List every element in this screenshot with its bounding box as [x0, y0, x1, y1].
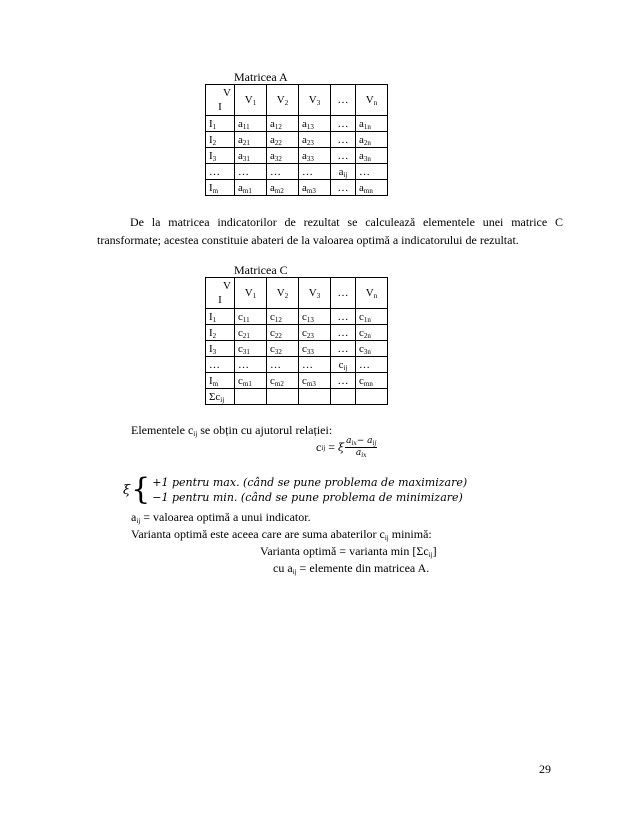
matrix-a-cell-text: a: [238, 181, 243, 194]
matrix-c-header-3: [331, 278, 356, 309]
cases-brace: {: [131, 472, 151, 507]
matrix-c-row-label-text: I: [209, 310, 213, 323]
fraction-numerator: [345, 436, 377, 448]
matrix-c-cell-text: c: [359, 374, 364, 387]
matrix-a-cell-text: a: [302, 181, 307, 194]
matrix-c-row-label: [206, 357, 235, 373]
matrix-a-cell-text: a: [238, 133, 243, 146]
formula-intro-pre: Elementele c: [131, 423, 194, 437]
matrix-c-header-sub: 3: [316, 292, 321, 300]
matrix-c-header-sub: 1: [252, 292, 257, 300]
matrix-a-row-label: [206, 132, 235, 148]
matrix-c-cell-text: c: [359, 310, 364, 323]
formula-intro: [131, 423, 332, 438]
varianta-sentence: [131, 527, 432, 542]
matrix-a-cell-sub: 1n: [363, 122, 371, 131]
matrix-c-row-label: [206, 341, 235, 357]
matrix-c-cell-sub: m2: [274, 379, 284, 388]
matrix-a-cell: [235, 132, 267, 148]
matrix-a-cell-text: a: [338, 165, 344, 178]
matrix-a-header-2: [299, 85, 331, 116]
matrix-c-header-sub: 2: [284, 292, 289, 300]
cases-xi: ξ: [123, 482, 131, 498]
matrix-a-cell-text: …: [337, 117, 349, 130]
matrix-a-cell-sub: 12: [274, 122, 282, 131]
matrix-a-cell: [299, 116, 331, 132]
matrix-c-cell-text: c: [359, 342, 364, 355]
matrix-c-cell-text: c: [338, 358, 344, 371]
matrix-c-cell: [331, 373, 356, 389]
matrix-c-row-label: [206, 373, 235, 389]
varianta-equation: [260, 544, 437, 559]
matrix-a-cell-sub: 22: [274, 138, 282, 147]
matrix-c-cell-text: c: [302, 374, 307, 387]
matrix-a-cell-text: …: [337, 149, 349, 162]
matrix-a-cell-text: a: [270, 181, 275, 194]
matrix-a-row: [206, 164, 388, 180]
matrix-a-cell-text: a: [302, 117, 307, 130]
matrix-c-cell: [299, 389, 331, 405]
corner-i: I: [218, 294, 222, 306]
matrix-a-cell: [356, 132, 388, 148]
matrix-c-cell: [356, 309, 388, 325]
matrix-a-cell-text: a: [302, 149, 307, 162]
matrix-c-row-label-sub: 3: [212, 347, 217, 356]
matrix-a-cell-text: a: [359, 117, 364, 130]
matrix-c-cell: [235, 341, 267, 357]
matrix-c-row: [206, 309, 388, 325]
matrix-a-cell: [267, 132, 299, 148]
matrix-a-cell-text: a: [238, 117, 243, 130]
matrix-c-cell-sub: mn: [363, 379, 373, 388]
matrix-c-cell-sub: m3: [306, 379, 316, 388]
num-sub2: ij: [372, 440, 377, 447]
paragraph-matrix-c-intro: De la matricea indicatorilor de rezultat se calculează elementele unei matrice C transformate; acestea constituie abateri de la valoarea optimă a indicatorului de rezultat.: [97, 215, 563, 247]
matrix-c-cell-text: c: [270, 310, 275, 323]
matrix-a-row-label-text: I: [209, 181, 213, 194]
matrix-c-cell-sub: 31: [242, 347, 250, 356]
matrix-a-cell: [356, 164, 388, 180]
matrix-a-cell: [299, 164, 331, 180]
matrix-a-cell: [235, 164, 267, 180]
matrix-a-cell-text: …: [302, 165, 313, 178]
matrix-a-cell: [299, 132, 331, 148]
matrix-a-row: [206, 116, 388, 132]
vareq-pre: Varianta optimă = varianta min [Σc: [260, 544, 429, 558]
matrix-c-cell: [299, 341, 331, 357]
matrix-a-cell-text: a: [359, 149, 364, 162]
matrix-a-cell-text: a: [359, 133, 364, 146]
matrix-a-header-0: [235, 85, 267, 116]
matrix-c-cell-sub: 32: [274, 347, 282, 356]
matrix-a-cell-sub: mn: [363, 186, 373, 195]
cases-line-min: −1 pentru min. (când se pune problema de minimizare): [152, 491, 463, 504]
matrix-c-cell: [299, 357, 331, 373]
matrix-a-cell: [356, 148, 388, 164]
matrix-a-cell-sub: ij: [343, 170, 348, 179]
matrix-a-cell-text: a: [302, 133, 307, 146]
matrix-c-row: [206, 341, 388, 357]
corner-i: I: [218, 101, 222, 113]
formula-xi: ξ: [338, 441, 345, 454]
matrix-a-cell-text: …: [337, 181, 349, 194]
matrix-a-header-sub: 2: [284, 99, 289, 107]
matrix-c-cell-text: c: [238, 326, 243, 339]
matrix-c-cell: [299, 309, 331, 325]
matrix-c-cell: [356, 357, 388, 373]
matrix-a-cell-text: …: [238, 165, 249, 178]
def-pre: a: [131, 510, 137, 524]
matrix-c-cell-text: c: [238, 310, 243, 323]
matrix-a-header-1: [267, 85, 299, 116]
matrix-c-cell: [331, 357, 356, 373]
matrix-a-row-label-sub: 2: [212, 138, 217, 147]
matrix-a-cell-sub: 32: [274, 154, 282, 163]
matrix-a-cell-text: …: [270, 165, 281, 178]
matrix-c-cell-sub: ij: [343, 363, 348, 372]
matrix-c-cell-text: …: [337, 374, 349, 387]
matrix-a-cell-sub: m2: [274, 186, 284, 195]
var-pre: Varianta optimă este aceea care are suma abaterilor c: [131, 527, 385, 541]
matrix-c-cell: [356, 373, 388, 389]
matrix-c-header-4: [356, 278, 388, 309]
matrix-a-cell-sub: m1: [242, 186, 252, 195]
corner-v: V: [223, 87, 231, 99]
matrix-c-cell-text: c: [302, 342, 307, 355]
matrix-c-cell-sub: 22: [274, 331, 282, 340]
matrix-a-row-label-text: …: [209, 165, 220, 178]
matrix-a-table: [205, 84, 388, 196]
def-sub: ij: [136, 517, 141, 525]
matrix-a-cell: [299, 180, 331, 196]
matrix-c-header-text: V: [244, 287, 253, 299]
matrix-c-cell: [235, 373, 267, 389]
matrix-c-cell: [356, 325, 388, 341]
matrix-c-cell: [235, 325, 267, 341]
matrix-c-row-label-text: I: [209, 374, 213, 387]
matrix-a-corner: [206, 85, 235, 116]
matrix-a-cell: [235, 180, 267, 196]
matrix-c-row-label-sub: ij: [220, 395, 225, 404]
matrix-a-cell: [331, 180, 356, 196]
formula-intro-sub: ij: [193, 430, 198, 438]
matrix-a-row-label-sub: m: [212, 186, 219, 195]
cu-post: = elemente din matricea A.: [296, 561, 430, 575]
matrix-a-cell: [299, 148, 331, 164]
matrix-c-cell: [267, 373, 299, 389]
matrix-c-cell: [299, 373, 331, 389]
matrix-c-row-label-text: …: [209, 358, 220, 371]
matrix-c-cell: [267, 389, 299, 405]
matrix-a-cell-sub: 11: [242, 122, 250, 131]
matrix-a-cell: [235, 116, 267, 132]
matrix-c-cell: [235, 357, 267, 373]
matrix-c-cell-text: …: [337, 326, 349, 339]
xi-cases: [123, 472, 468, 507]
matrix-c-corner: [206, 278, 235, 309]
matrix-c-row-label-text: I: [209, 326, 213, 339]
matrix-a-cell-sub: m3: [306, 186, 316, 195]
matrix-a-cell: [331, 132, 356, 148]
matrix-a-cell: [267, 148, 299, 164]
matrix-a-header-text: …: [337, 94, 349, 106]
cu-sub: ij: [292, 568, 297, 576]
fraction-denominator: [356, 448, 367, 459]
matrix-c-header-text: V: [365, 287, 374, 299]
matrix-c-cell: [356, 341, 388, 357]
matrix-a-row-label: [206, 148, 235, 164]
matrix-a-cell-text: a: [359, 181, 364, 194]
matrix-c-cell-text: c: [302, 310, 307, 323]
matrix-c-cell-text: …: [270, 358, 281, 371]
matrix-c-cell: [267, 341, 299, 357]
matrix-c-cell: [267, 309, 299, 325]
def-post: = valoarea optimă a unui indicator.: [140, 510, 311, 524]
var-sub: ij: [384, 534, 389, 542]
matrix-a-header-text: V: [365, 94, 374, 106]
matrix-c-cell-sub: 2n: [363, 331, 371, 340]
matrix-c-cell-text: c: [238, 342, 243, 355]
matrix-c-header-text: V: [308, 287, 317, 299]
var-post: minimă:: [388, 527, 432, 541]
matrix-c-cell-text: c: [302, 326, 307, 339]
matrix-c-cell-text: …: [337, 310, 349, 323]
matrix-a-cell: [235, 148, 267, 164]
num-sub1: ix: [351, 440, 357, 447]
matrix-c-row-label: [206, 389, 235, 405]
matrix-a-cell-sub: 31: [242, 154, 250, 163]
matrix-a-header-text: V: [276, 94, 285, 106]
matrix-a-cell: [356, 180, 388, 196]
matrix-a-cell-sub: 23: [306, 138, 314, 147]
matrix-c-cell-text: …: [337, 342, 349, 355]
matrix-c-cell-sub: 11: [242, 315, 250, 324]
matrix-a-cell-text: a: [270, 117, 275, 130]
matrix-a-cell-sub: 33: [306, 154, 314, 163]
matrix-a-cell: [331, 164, 356, 180]
matrix-c-cell-sub: 12: [274, 315, 282, 324]
den-a: a: [355, 448, 362, 458]
matrix-c-cell-text: …: [302, 358, 313, 371]
num-a: a: [346, 436, 352, 446]
page-number: 29: [539, 762, 551, 776]
matrix-c-cell-sub: 1n: [363, 315, 371, 324]
matrix-c-cell: [299, 325, 331, 341]
formula-fraction: [345, 436, 377, 459]
matrix-c-cell-sub: 33: [306, 347, 314, 356]
matrix-a-row: [206, 148, 388, 164]
matrix-a-row-label-sub: 1: [212, 122, 217, 131]
matrix-a-cell: [331, 148, 356, 164]
vareq-post: ]: [432, 544, 437, 558]
cu-aij-line: [273, 561, 429, 576]
cu-pre: cu a: [273, 561, 293, 575]
corner-v: V: [223, 280, 231, 292]
matrix-a-header-sub: n: [373, 99, 378, 107]
vareq-sub: ij: [428, 551, 433, 559]
matrix-a-cell-text: …: [359, 165, 370, 178]
matrix-c-row-label-text: I: [209, 342, 213, 355]
matrix-a-cell-sub: 13: [306, 122, 314, 131]
matrix-c-cell: [331, 309, 356, 325]
matrix-c-row-label-sub: 2: [212, 331, 217, 340]
formula-intro-post: se obțin cu ajutorul relației:: [197, 423, 333, 437]
matrix-c-row: [206, 357, 388, 373]
formula-lhs: c: [316, 440, 322, 454]
matrix-c-cell: [267, 325, 299, 341]
matrix-c-caption: Matricea C: [234, 263, 288, 277]
matrix-a-header-text: V: [244, 94, 253, 106]
matrix-c-cell-sub: m1: [242, 379, 252, 388]
matrix-c-cell-sub: 13: [306, 315, 314, 324]
matrix-c-header-2: [299, 278, 331, 309]
matrix-c-cell-text: c: [238, 374, 243, 387]
matrix-a-cell-text: a: [270, 133, 275, 146]
matrix-c-row: [206, 373, 388, 389]
matrix-c-row-label-text: Σc: [209, 390, 221, 403]
matrix-c-cell-text: c: [359, 326, 364, 339]
matrix-c-cell-text: c: [270, 326, 275, 339]
matrix-c-row: [206, 325, 388, 341]
den-sub: ix: [361, 452, 367, 459]
matrix-a-cell-text: a: [238, 149, 243, 162]
cases-line-max: +1 pentru max. (când se pune problema de maximizare): [152, 476, 468, 489]
matrix-c-header-0: [235, 278, 267, 309]
matrix-c-header-sub: n: [373, 292, 378, 300]
matrix-c-row-label-sub: m: [212, 379, 219, 388]
matrix-c-cell-sub: 21: [242, 331, 250, 340]
matrix-c-cell-text: c: [270, 342, 275, 355]
matrix-c-row-label: [206, 309, 235, 325]
matrix-c-cell-sub: 23: [306, 331, 314, 340]
matrix-c-table: [205, 277, 388, 405]
matrix-a-row-label: [206, 116, 235, 132]
matrix-a-cell: [331, 116, 356, 132]
matrix-c-cell: [235, 309, 267, 325]
matrix-a-cell: [267, 116, 299, 132]
matrix-a-row-label-text: I: [209, 117, 213, 130]
matrix-a-cell-sub: 2n: [363, 138, 371, 147]
matrix-a-header-sub: 3: [316, 99, 321, 107]
matrix-a-row-label-text: I: [209, 149, 213, 162]
matrix-a-row: [206, 180, 388, 196]
matrix-c-header-text: …: [337, 287, 349, 299]
matrix-c-cell-text: …: [238, 358, 249, 371]
matrix-a-row-label: [206, 164, 235, 180]
matrix-a-row: [206, 132, 388, 148]
num-minus: − a: [356, 436, 373, 446]
matrix-a-header-sub: 1: [252, 99, 257, 107]
matrix-a-header-4: [356, 85, 388, 116]
formula-cij: c ij = ξ $a_{ix}- a_{ij}$ $a_{ix}$: [316, 436, 377, 459]
matrix-c-row: [206, 389, 388, 405]
matrix-c-cell-text: c: [270, 374, 275, 387]
matrix-a-cell-sub: 3n: [363, 154, 371, 163]
formula-eq: =: [325, 440, 338, 454]
cases-lines: [152, 475, 467, 505]
matrix-a-cell-text: a: [270, 149, 275, 162]
matrix-a-cell-sub: 21: [242, 138, 250, 147]
matrix-a-row-label-sub: 3: [212, 154, 217, 163]
matrix-c-row-label: [206, 325, 235, 341]
matrix-c-cell: [356, 389, 388, 405]
matrix-c-row-label-sub: 1: [212, 315, 217, 324]
matrix-c-cell: [267, 357, 299, 373]
matrix-a-header-3: [331, 85, 356, 116]
matrix-c-cell: [331, 341, 356, 357]
matrix-a-cell-text: …: [337, 133, 349, 146]
matrix-a-cell: [356, 116, 388, 132]
matrix-a-cell: [267, 164, 299, 180]
matrix-a-header-text: V: [308, 94, 317, 106]
matrix-c-header-text: V: [276, 287, 285, 299]
matrix-c-cell: [235, 389, 267, 405]
matrix-c-cell: [331, 389, 356, 405]
matrix-a-caption: Matricea A: [234, 70, 288, 84]
matrix-a-cell: [267, 180, 299, 196]
matrix-c-cell: [331, 325, 356, 341]
matrix-c-cell-text: …: [359, 358, 370, 371]
definition-aij: [131, 510, 311, 525]
matrix-a-row-label-text: I: [209, 133, 213, 146]
matrix-c-cell-sub: 3n: [363, 347, 371, 356]
matrix-c-header-1: [267, 278, 299, 309]
matrix-a-row-label: [206, 180, 235, 196]
